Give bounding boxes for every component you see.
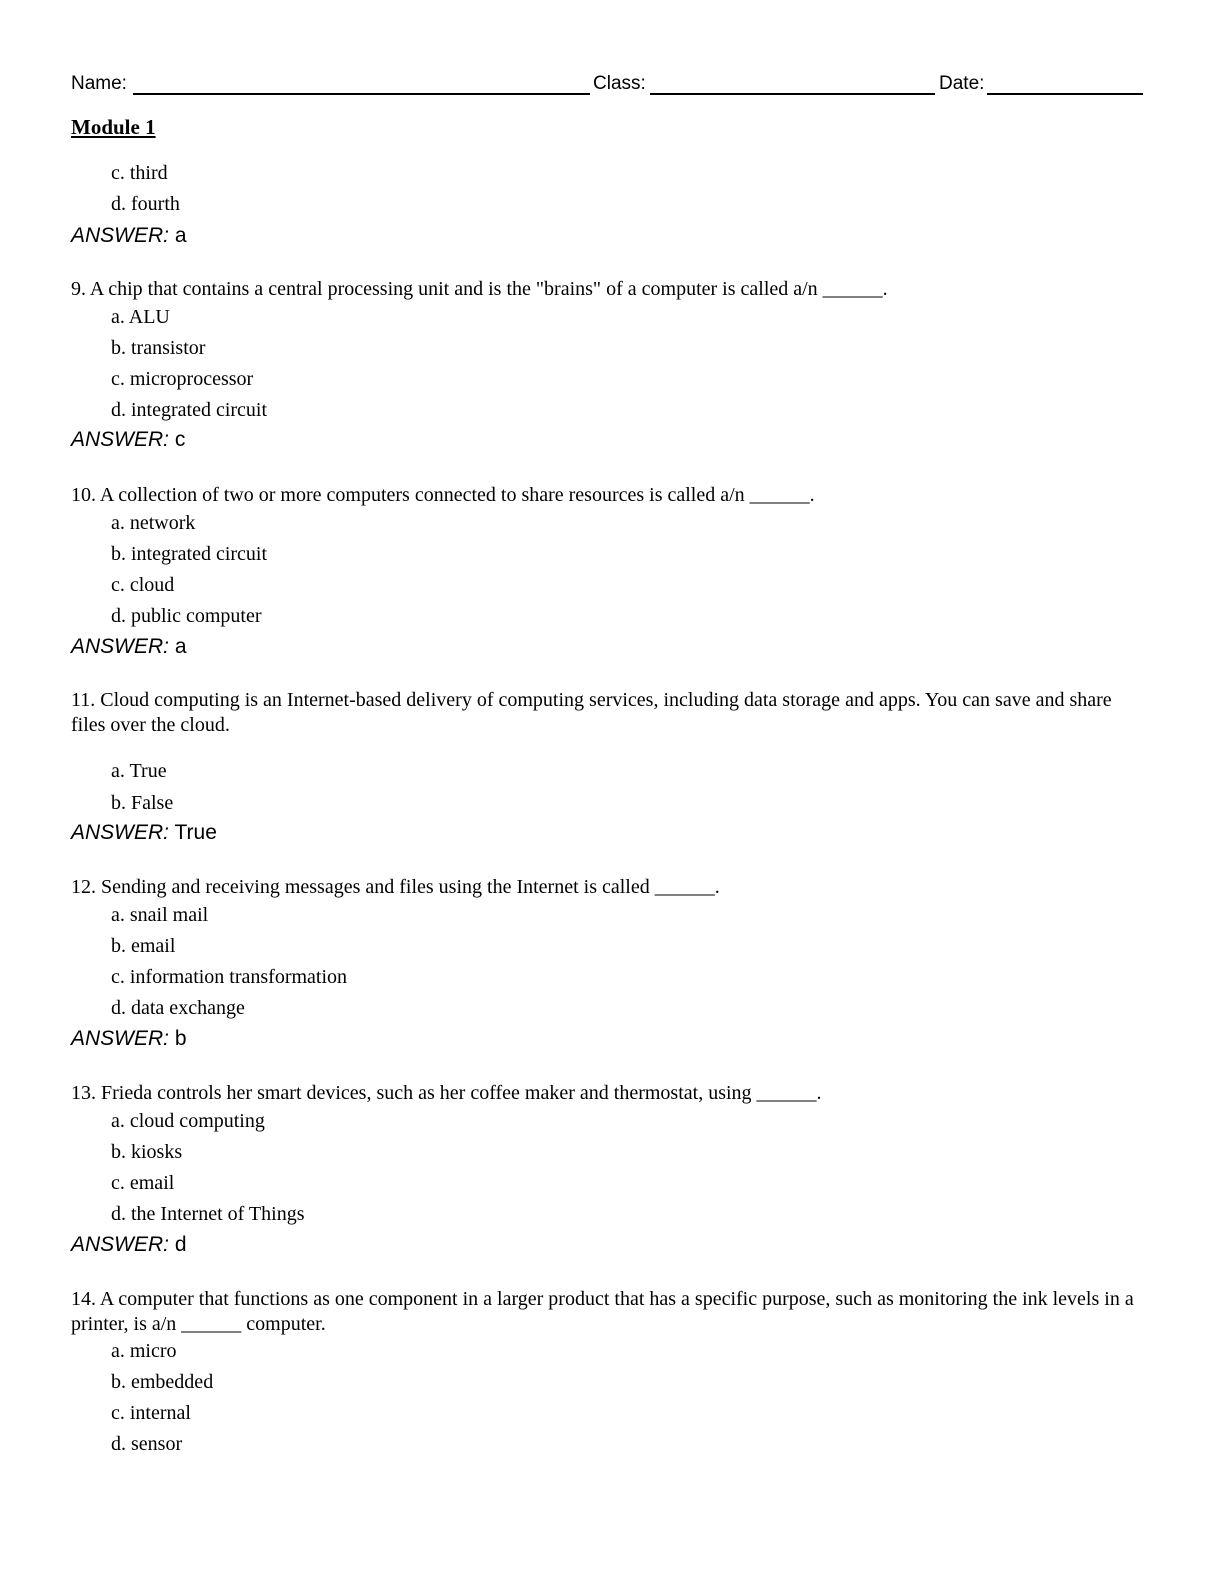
q10-text: 10. A collection of two or more computers connected to share resources is called a/n ______. [71,484,815,506]
q14-option-d: d. sensor [111,1433,183,1455]
q10-option-a: a. network [111,512,196,534]
answer-label: ANSWER: [71,821,170,844]
q10-option-d: d. public computer [111,605,262,627]
date-field-line [987,93,1143,95]
header [71,72,1143,98]
answer-label: ANSWER: [71,224,170,247]
q14-option-b: b. embedded [111,1371,214,1393]
q9-option-c: c. microprocessor [111,368,254,390]
answer-label: ANSWER: [71,1027,170,1050]
q11-text: 11. Cloud computing is an Internet-based delivery of computing services, including data storage and apps. You can save and share files over the cloud. [71,689,1112,736]
class-field-line [650,93,935,95]
q10-option-c: c. cloud [111,574,175,596]
q9-answer [71,427,185,453]
answer-label: ANSWER: [71,428,170,451]
q13-option-c: c. email [111,1172,175,1194]
q12-option-c: c. information transformation [111,966,348,988]
q13-option-d: d. the Internet of Things [111,1203,305,1225]
q14-option-c: c. internal [111,1402,191,1424]
date-label: Date: [939,73,985,94]
q8-answer [71,223,187,249]
q12-option-a: a. snail mail [111,904,209,926]
answer-value: b [174,1027,187,1050]
q12-text: 12. Sending and receiving messages and files using the Internet is called ______. [71,876,720,898]
q10-answer [71,634,187,660]
answer-value: a [174,635,187,658]
name-field-line [133,93,590,95]
answer-label: ANSWER: [71,635,170,658]
q9-text: 9. A chip that contains a central processing unit and is the "brains" of a computer is called a/n ______. [71,278,888,300]
q8-option-c: c. third [111,162,168,184]
q12-option-d: d. data exchange [111,997,245,1019]
q8-option-d: d. fourth [111,193,180,215]
answer-value: True [174,821,217,844]
q13-text: 13. Frieda controls her smart devices, such as her coffee maker and thermostat, using ______. [71,1082,822,1104]
q13-answer [71,1232,187,1258]
answer-value: d [174,1233,187,1256]
q9-option-b: b. transistor [111,337,206,359]
name-label: Name: [71,73,127,94]
q11-answer [71,820,217,846]
q14-text: 14. A computer that functions as one component in a larger product that has a specific purpose, such as monitoring the ink levels in a printer, is a/n ______ computer. [71,1288,1134,1335]
q9-option-a: a. ALU [111,306,170,328]
q11-option-b: b. False [111,792,174,814]
q11-option-a: a. True [111,760,167,782]
q12-answer [71,1026,187,1052]
q10-option-b: b. integrated circuit [111,543,268,565]
q13-option-a: a. cloud computing [111,1110,265,1132]
answer-label: ANSWER: [71,1233,170,1256]
module-title: Module 1 [71,115,156,139]
q13-option-b: b. kiosks [111,1141,183,1163]
answer-value: a [174,224,187,247]
answer-value: c [174,428,186,451]
q9-option-d: d. integrated circuit [111,399,268,421]
q12-option-b: b. email [111,935,176,957]
class-label: Class: [593,73,646,94]
q14-option-a: a. micro [111,1340,177,1362]
